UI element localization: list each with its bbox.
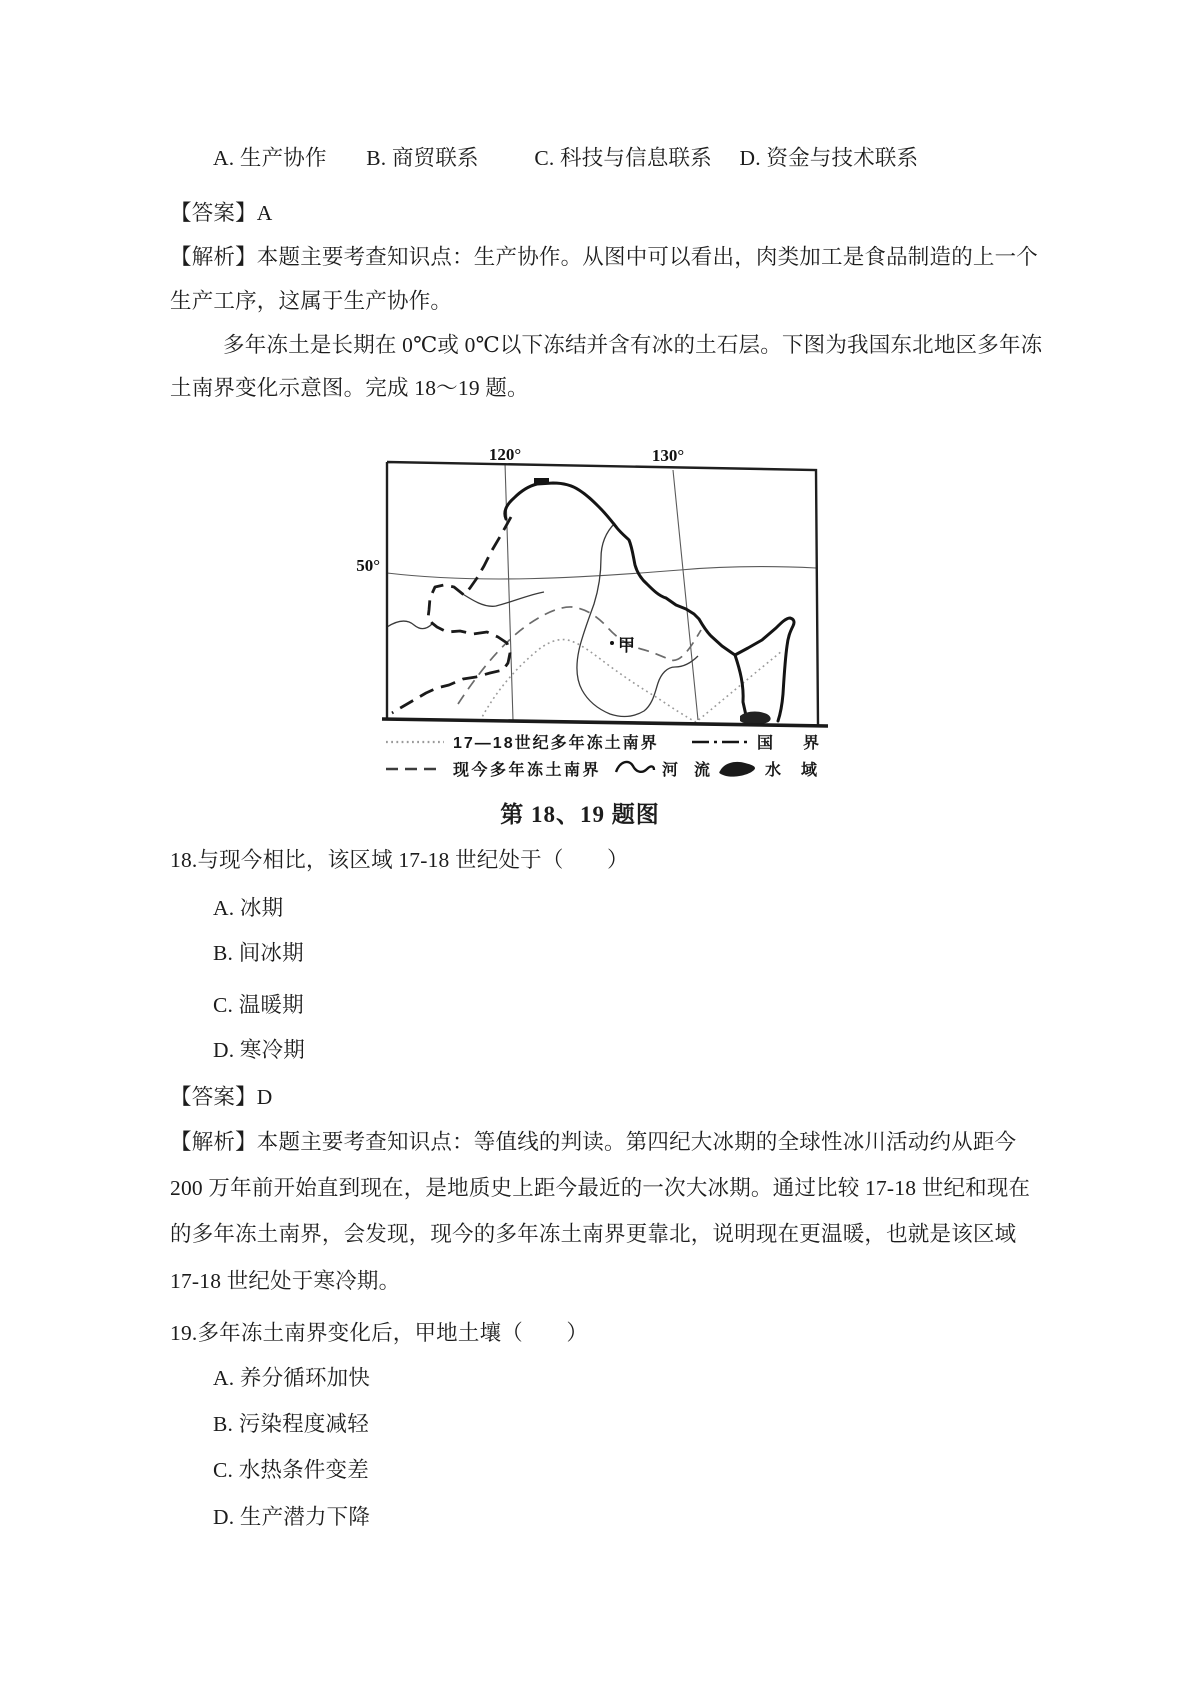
permafrost-map-figure xyxy=(320,420,840,795)
map-frame xyxy=(387,462,818,725)
explanation-18-line2: 200 万年前开始直到现在，是地质史上距今最近的一次大冰期。通过比较 17-18 世纪和现在 xyxy=(170,1176,1031,1200)
question19-stem: 19.多年冻土南界变化后，甲地土壤（ ） xyxy=(170,1321,589,1345)
passage-line2: 土南界变化示意图。完成 18～19 题。 xyxy=(170,376,529,400)
q18-option-b: B. 间冰期 xyxy=(213,941,304,965)
legend-1718-label: 17—18世纪多年冻土南界 xyxy=(453,735,659,752)
q19-option-b: B. 污染程度减轻 xyxy=(213,1412,369,1436)
question18-stem: 18.与现今相比，该区域 17-18 世纪处于（ ） xyxy=(170,848,629,872)
option-a: A. 生产协作 xyxy=(213,146,327,170)
explanation-prev-line2: 生产工序，这属于生产协作。 xyxy=(170,289,453,313)
option-b: B. 商贸联系 xyxy=(366,146,479,170)
boundary-current-dashed xyxy=(458,607,701,704)
site-jia-dot xyxy=(610,641,614,645)
option-c: C. 科技与信息联系 xyxy=(534,146,712,170)
explanation-prev-line1: 【解析】本题主要考查知识点：生产协作。从图中可以看出，肉类加工是食品制造的上一个 xyxy=(170,245,1039,269)
water-area-lake xyxy=(740,712,771,725)
q19-option-d: D. 生产潜力下降 xyxy=(213,1505,371,1529)
q18-option-c: C. 温暖期 xyxy=(213,993,304,1017)
legend-border-label: 国 界 xyxy=(757,735,827,752)
map-caption: 第 18、19 题图 xyxy=(500,802,660,827)
national-boundary-amur xyxy=(505,483,735,655)
meridian-130 xyxy=(673,470,698,720)
q19-option-c: C. 水热条件变差 xyxy=(213,1458,369,1482)
lon-120-label: 120° xyxy=(488,445,522,464)
explanation-18-line1: 【解析】本题主要考查知识点：等值线的判读。第四纪大冰期的全球性冰川活动约从距今 xyxy=(170,1130,1017,1154)
legend-river-sample xyxy=(616,762,654,772)
passage-line1: 多年冻土是长期在 0℃或 0℃以下冻结并含有冰的土石层。下图为我国东北地区多年冻 xyxy=(223,333,1043,357)
answer-prev: 【答案】A xyxy=(170,201,273,225)
national-boundary-ussuri xyxy=(735,655,747,720)
explanation-18-line4: 17-18 世纪处于寒冷期。 xyxy=(170,1269,401,1293)
lon-130-label: 130° xyxy=(651,446,685,465)
answer-18: 【答案】D xyxy=(170,1085,273,1109)
site-jia-label: 甲 xyxy=(618,636,635,655)
option-d: D. 资金与技术联系 xyxy=(739,146,919,170)
river-west xyxy=(387,621,432,629)
lat-50-label: 50° xyxy=(356,556,380,575)
prev-question-options-row xyxy=(170,143,1050,173)
legend-water-label: 水 域 xyxy=(765,762,820,779)
legend-water-sample xyxy=(719,762,755,777)
reservoir-mark xyxy=(534,478,549,484)
river-central xyxy=(577,523,698,716)
river-northwest xyxy=(458,591,544,606)
permafrost-map xyxy=(320,420,840,795)
parallel-50 xyxy=(387,567,816,579)
national-boundary-southwest xyxy=(392,517,511,713)
legend-now-label: 现今多年冻土南界 xyxy=(453,762,602,779)
explanation-18-line3: 的多年冻土南界，会发现，现今的多年冻土南界更靠北，说明现在更温暖，也就是该区域 xyxy=(170,1222,1017,1246)
legend-river-label: 河 流 xyxy=(662,762,711,779)
q19-option-a: A. 养分循环加快 xyxy=(213,1366,371,1390)
q18-option-d: D. 寒冷期 xyxy=(213,1038,305,1062)
q18-option-a: A. 冰期 xyxy=(213,896,284,920)
